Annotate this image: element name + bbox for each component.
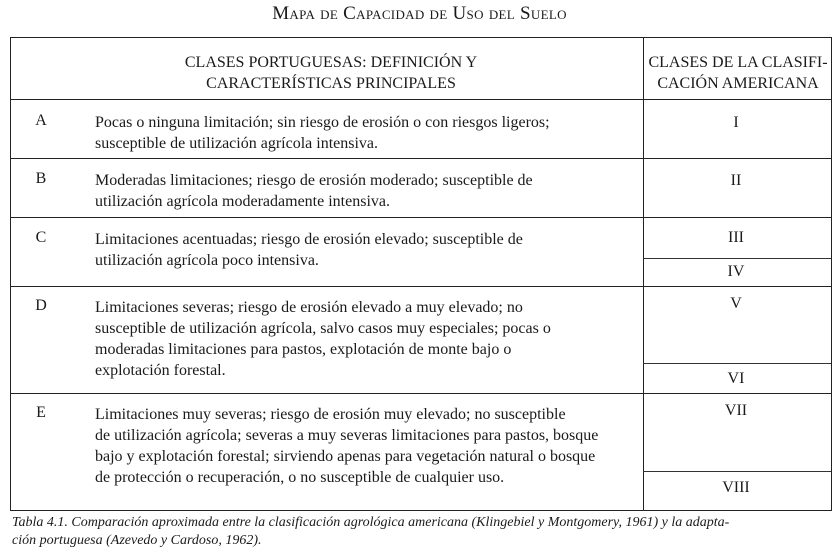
- american-class: III: [728, 229, 744, 246]
- row-divider: [11, 286, 831, 287]
- american-class: VIII: [722, 479, 750, 496]
- header-portuguese: [71, 52, 591, 94]
- class-description: [95, 170, 625, 212]
- caption-line: Tabla 4.1. Comparación aproximada entre la clasificación agrológica americana (Klingebiel y Montgomery, 1961) y la adapta-: [12, 515, 730, 530]
- desc-line: Limitaciones severas; riesgo de erosión elevado a muy elevado; no: [95, 299, 523, 316]
- class-letter: E: [36, 404, 46, 421]
- desc-line: susceptible de utilización agrícola intensiva.: [95, 135, 379, 152]
- desc-line: de utilización agrícola; severas a muy severas limitaciones para pastos, bosque: [95, 427, 599, 444]
- class-letter: A: [35, 112, 47, 129]
- header-line: CLASES DE LA CLASIFI-: [648, 54, 828, 71]
- desc-line: explotación forestal.: [95, 362, 226, 379]
- american-class: II: [730, 172, 742, 189]
- desc-line: susceptible de utilización agrícola, salvo casos muy especiales; pocas o: [95, 320, 551, 337]
- row-divider: [11, 158, 831, 159]
- class-letter: D: [35, 297, 47, 314]
- class-description: [95, 297, 625, 381]
- sub-divider: [643, 258, 831, 259]
- american-class: VI: [727, 370, 745, 387]
- american-class: VII: [724, 402, 748, 419]
- desc-line: Moderadas limitaciones; riesgo de erosión moderado; susceptible de: [95, 172, 533, 189]
- class-letter: B: [35, 170, 47, 187]
- header-divider: [11, 99, 831, 100]
- desc-line: utilización agrícola moderadamente intensiva.: [95, 193, 390, 210]
- class-description: [95, 229, 625, 271]
- row-divider: [11, 393, 831, 394]
- caption-line: ción portuguesa (Azevedo y Cardoso, 1962).: [12, 533, 262, 548]
- american-class: I: [733, 114, 739, 131]
- class-letter: C: [35, 229, 47, 246]
- row-divider: [11, 217, 831, 218]
- class-description: [95, 112, 625, 154]
- american-class: V: [730, 295, 742, 312]
- header-line: CACIÓN AMERICANA: [657, 75, 819, 92]
- sub-divider: [643, 363, 831, 364]
- desc-line: Pocas o ninguna limitación; sin riesgo de erosión o con riesgos ligeros;: [95, 114, 550, 131]
- page-title: Mapa de Capacidad de Uso del Suelo: [272, 3, 567, 24]
- desc-line: utilización agrícola poco intensiva.: [95, 252, 319, 269]
- desc-line: Limitaciones acentuadas; riesgo de erosión elevado; susceptible de: [95, 231, 523, 248]
- header-line: CARACTERÍSTICAS PRINCIPALES: [206, 75, 456, 92]
- desc-line: moderadas limitaciones para pastos, explotación de monte bajo o: [95, 341, 512, 358]
- classification-table: [10, 37, 832, 511]
- table-caption: [12, 514, 830, 550]
- header-american: [645, 52, 831, 94]
- desc-line: Limitaciones muy severas; riesgo de erosión muy elevado; no susceptible: [95, 406, 566, 423]
- desc-line: bajo y explotación forestal; sirviendo apenas para vegetación natural o bosque: [95, 448, 596, 465]
- class-description: [95, 404, 625, 488]
- desc-line: de protección o recuperación, o no susceptible de cualquier uso.: [95, 469, 505, 486]
- header-line: CLASES PORTUGUESAS: DEFINICIÓN Y: [184, 54, 478, 71]
- american-class: IV: [727, 263, 745, 280]
- sub-divider: [643, 471, 831, 472]
